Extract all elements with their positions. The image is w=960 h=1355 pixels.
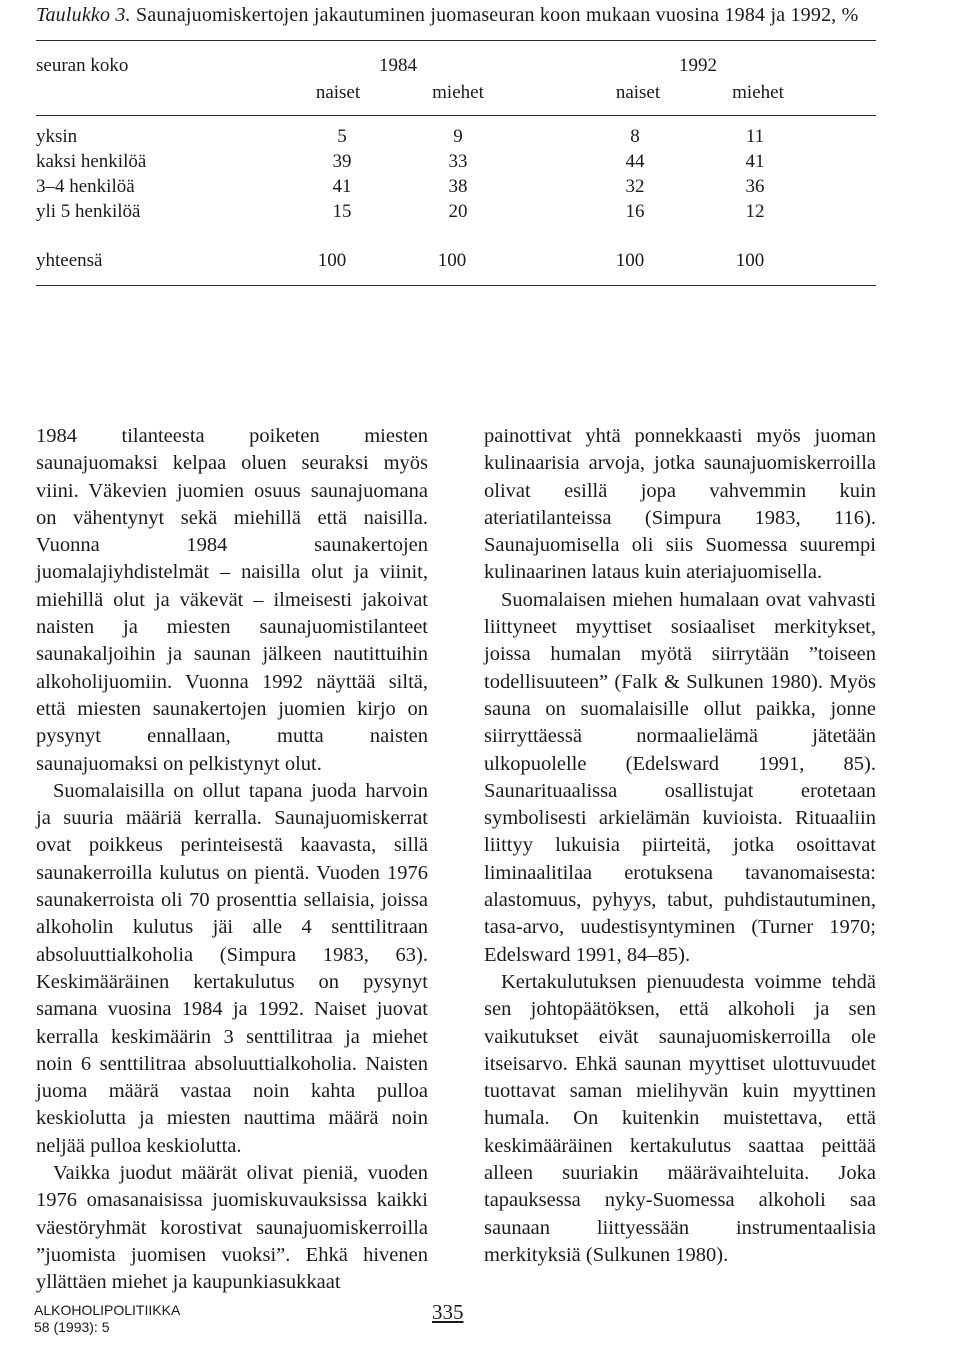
paragraph: Suomalaisilla on ollut tapana juoda harvoin ja suuria määriä kerralla. Saunajuomiskerrat ovat poikkeus perinteisestä kaavasta, sillä saunakerroilla kulutus on pientä. Vuoden 1976 saunakerroista oli 70 prosenttia sellaisia, joissa alkoholin kulutus jäi alle 4 senttilitraan absoluuttialkoholia (Simpura 1983, 63). Keskimääräinen kertakulutus on pysynyt samana vuosina 1984 ja 1992. Naiset juovat kerralla keskimäärin 3 senttilitraa ja miehet noin 6 senttilitraa absoluuttialkoholia. Naisten juoma määrä vastaa noin kahta pulloa keskiolutta ja miesten nauttima määrä noin neljää pulloa keskiolutta. — [36, 779, 428, 1157]
paragraph: painottivat yhtä ponnekkaasti myös juoman kulinaarisia arvoja, jotka saunajuomiskerroilla olivat esillä jopa vahvemmin kuin ateriatilanteissa (Simpura 1983, 116). Saunajuomisella oli siis Suomessa suurempi kulinaarinen lataus kuin ateriajuomisella. — [484, 425, 876, 584]
journal-info — [34, 1302, 180, 1336]
subheader-miehet-1992: miehet — [732, 82, 784, 103]
subheader-naiset-1992: naiset — [615, 82, 661, 103]
subheader-miehet-1984: miehet — [432, 82, 484, 103]
cell-value: 33 — [448, 151, 468, 172]
cell-value: 39 — [332, 151, 352, 172]
total-value: 100 — [317, 250, 347, 271]
cell-value: 15 — [332, 201, 352, 222]
body-column-right — [484, 423, 876, 1269]
cell-value: 5 — [337, 126, 347, 147]
cell-value: 11 — [745, 126, 765, 147]
cell-value: 16 — [625, 201, 645, 222]
body-column-left — [36, 423, 428, 1297]
row-label: yli 5 henkilöä — [36, 201, 141, 222]
cell-value: 41 — [745, 151, 765, 172]
table-caption-label: Taulukko 3. — [36, 4, 131, 26]
cell-value: 9 — [453, 126, 463, 147]
paragraph: Suomalaisen miehen humalaan ovat vahvasti liittyneet myyttiset sosiaaliset merkitykset, joissa humalan myötä siirrytään ”toiseen todellisuuteen” (Falk & Sulkunen 1980). Myös sauna on suomalaisille ollut paikka, jonne siirryttäessä normaalielämä jätetään ulkopuolelle (Edelsward 1991, 85). Saunarituaalissa osallistujat erotetaan symbolisesti arkielämän kuvioista. Rituaaliin liittyy lukuisia piirteitä, jotka osoittavat liminaalitilaa erotuksena tavanomaisesta: alastomuus, pyhyys, tabut, puhdistautuminen, tasa-arvo, uudestisyntyminen (Turner 1970; Edelsward 1991, 84–85). — [484, 588, 876, 966]
table-header-rule — [36, 115, 876, 116]
page-number: 335 — [432, 1300, 464, 1324]
cell-value: 41 — [332, 176, 352, 197]
journal-issue: 58 (1993): 5 — [34, 1319, 110, 1335]
total-label: yhteensä — [36, 250, 103, 271]
cell-value: 12 — [745, 201, 765, 222]
cell-value: 20 — [448, 201, 468, 222]
row-label: yksin — [36, 126, 78, 147]
year-1992: 1992 — [679, 55, 717, 76]
cell-value: 36 — [745, 176, 765, 197]
table-caption — [36, 4, 859, 27]
total-value: 100 — [437, 250, 467, 271]
journal-name: ALKOHOLIPOLITIIKKA — [34, 1302, 181, 1318]
cell-value: 32 — [625, 176, 645, 197]
cell-value: 8 — [630, 126, 640, 147]
row-label: kaksi henkilöä — [36, 151, 147, 172]
table-bottom-rule — [36, 285, 876, 286]
table-top-rule — [36, 40, 876, 41]
paragraph: Kertakulutuksen pienuudesta voimme tehdä sen johtopäätöksen, että alkoholi ja sen vaikutukset eivät saunajuomiskerroilla ole itseisarvo. Ehkä saunan myyttiset ulottuvuudet tuottavat saman mielihyvän kuin myyttinen humala. On kuitenkin muistettava, että keskimääräinen kertakulutus saattaa peittää alleen suuriakin määrävaihteluita. Joka tapauksessa nyky-Suomessa alkoholi saa saunaan liittyessään instrumentaalisia merkityksiä (Sulkunen 1980). — [484, 970, 876, 1266]
cell-value: 38 — [448, 176, 468, 197]
total-value: 100 — [735, 250, 765, 271]
row-header: seuran koko — [36, 55, 129, 76]
year-1984: 1984 — [379, 55, 417, 76]
paragraph: 1984 tilanteesta poiketen miesten saunajuomaksi kelpaa oluen seuraksi myös viini. Väkevien juomien osuus saunajuomana on vähentynyt sekä miehillä että naisilla. Vuonna 1984 saunakertojen juomalajiyhdistelmät – naisilla olut ja viinit, miehillä olut ja väkevät – ilmeisesti jakoivat naisten ja miesten saunajuomistilanteet saunakaljoihin ja saunan jälkeen nautittuihin alkoholijuomiin. Vuonna 1992 näyttää siltä, että miesten saunakertojen juomien kirjo on pysynyt ennallaan, mutta naisten saunajuomaksi on pelkistynyt olut. — [36, 425, 428, 775]
row-label: 3–4 henkilöä — [36, 176, 135, 197]
table-caption-text: Saunajuomiskertojen jakautuminen juomaseuran koon mukaan vuosina 1984 ja 1992, % — [136, 4, 859, 26]
paragraph: Vaikka juodut määrät olivat pieniä, vuoden 1976 omasanaisissa juomiskuvauksissa kaikki väestöryhmät korostivat saunajuomiskerroilla ”juomista juomisen vuoksi”. Ehkä hivenen yllättäen miehet ja kaupunkiasukkaat — [36, 1162, 428, 1294]
subheader-naiset-1984: naiset — [315, 82, 361, 103]
cell-value: 44 — [625, 151, 645, 172]
total-value: 100 — [615, 250, 645, 271]
